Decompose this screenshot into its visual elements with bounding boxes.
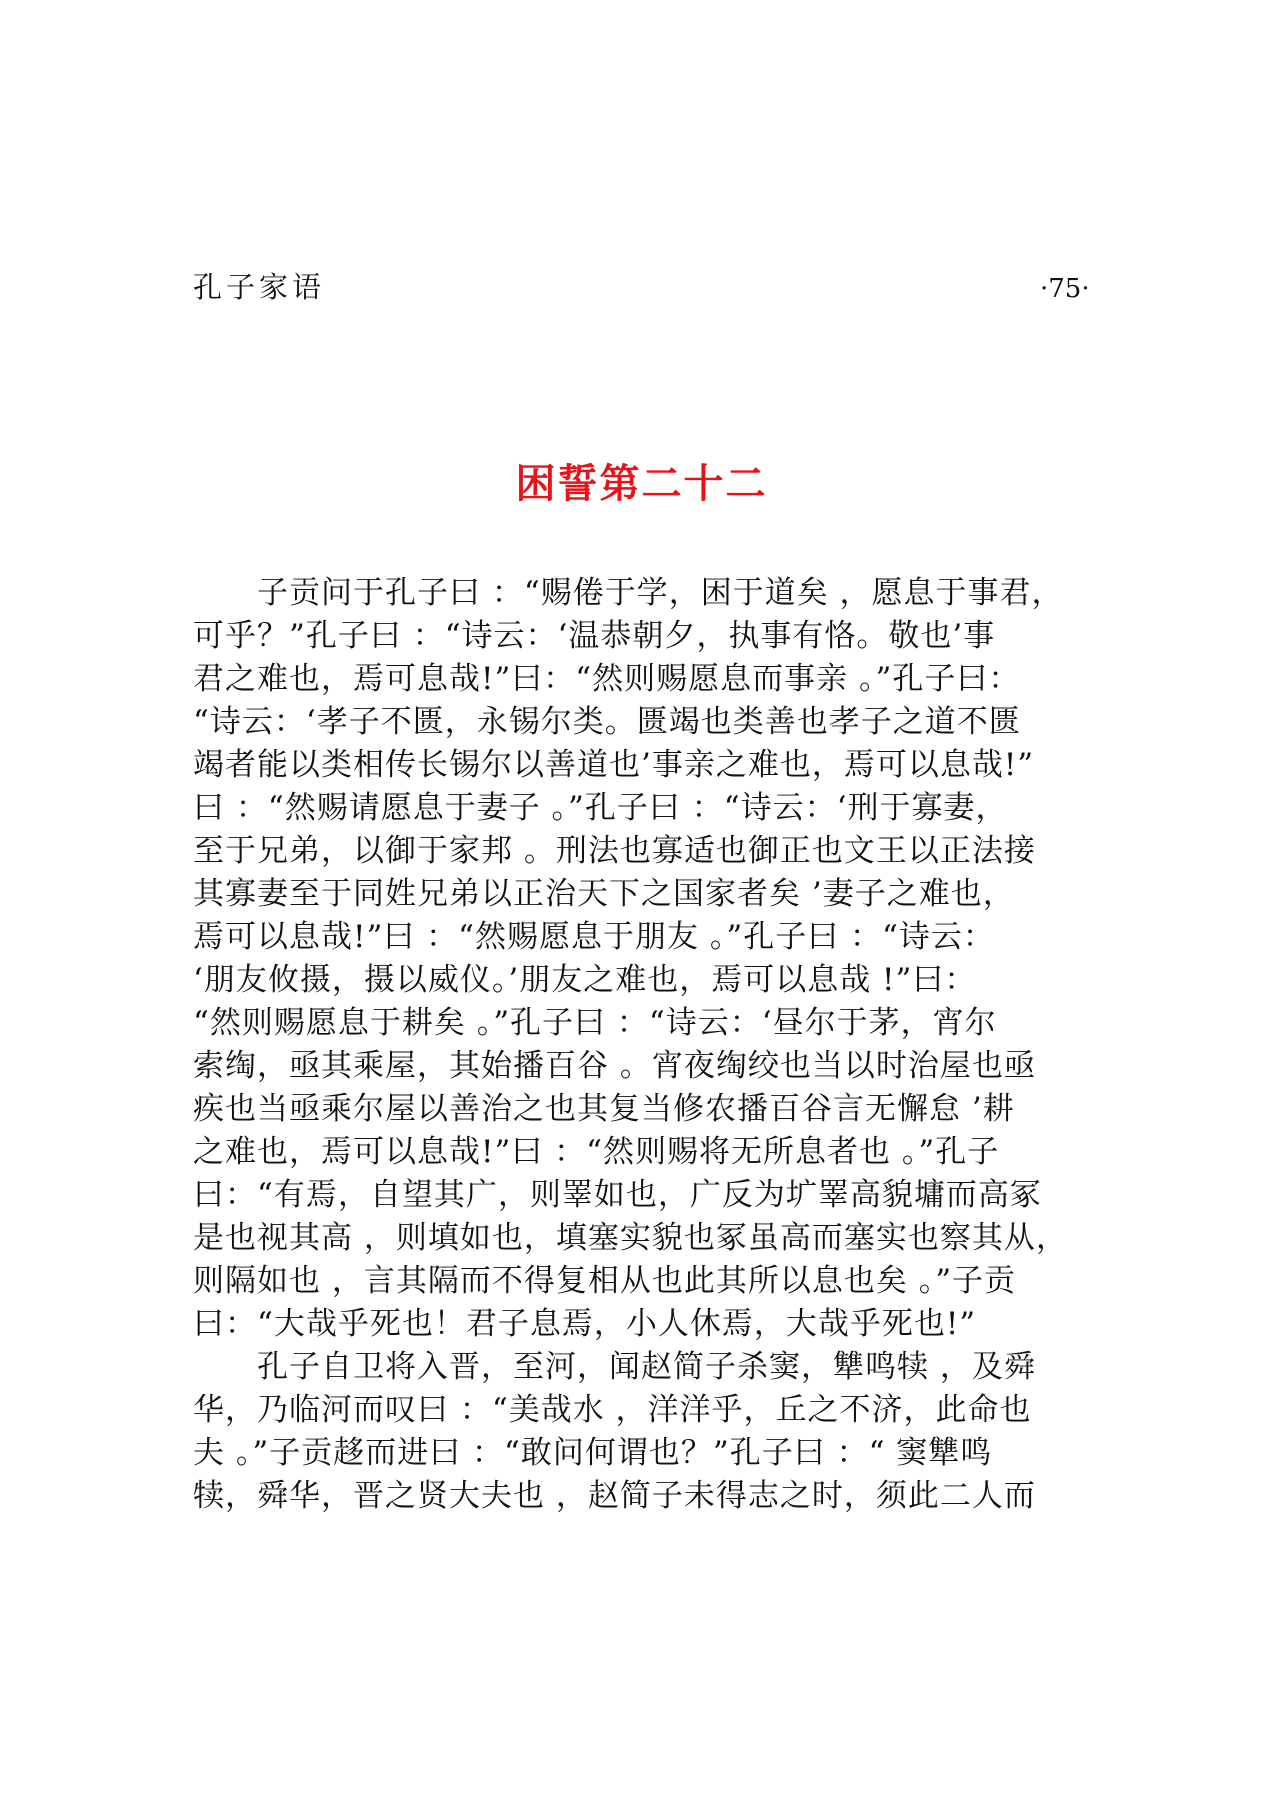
text-line: 至于兄弟，以御于家邦 。刑法也寡适也御正也文王以正法接 <box>193 833 1036 869</box>
text-line: 子贡问于孔子曰 ：“赐倦于学，困于道矣 ，愿息于事君， <box>193 575 1064 611</box>
text-line: 夫 。”子贡趍而进曰 ：“敢问何谓也？”孔子曰 ：“ 窦犨鸣 <box>193 1435 993 1471</box>
text-line: 曰：“有焉，自望其广，则睪如也，广反为圹睪高貌墉而高冢 <box>193 1177 1042 1213</box>
chapter-title: 困誓第二十二 <box>515 461 768 507</box>
text-line: 君之难也，焉可息哉!”曰：“然则赐愿息而事亲 。”孔子曰： <box>193 661 1021 697</box>
text-line: “诗云：‘孝子不匮，永锡尔类。匮竭也类善也孝子之道不匮 <box>193 704 1021 740</box>
text-line: 可乎？”孔子曰 ：“诗云：‘温恭朝夕，执事有恪。敬也’事 <box>193 618 996 654</box>
text-line: “然则赐愿息于耕矣 。”孔子曰 ：“诗云：‘昼尔于茅，宵尔 <box>193 1005 997 1041</box>
text-line: ‘朋友攸摄，摄以威仪。’朋友之难也，焉可以息哉 !”曰： <box>193 962 977 998</box>
text-line: 是也视其高 ，则填如也，填塞实貌也冢虽高而塞实也察其从， <box>193 1220 1068 1256</box>
text-line: 曰：“大哉乎死也！君子息焉，小人休焉，大哉乎死也!” <box>193 1306 977 1342</box>
text-line: 华，乃临河而叹曰 ：“美哉水 ，洋洋乎，丘之不济，此命也 <box>193 1392 1032 1428</box>
running-head-book-title: 孔子家语 <box>193 270 326 304</box>
text-line: 则隔如也 ，言其隔而不得复相从也此其所以息也矣 。”子贡 <box>193 1263 1017 1299</box>
text-line: 焉可以息哉!”曰 ：“然赐愿息于朋友 。”孔子曰 ：“诗云： <box>193 919 995 955</box>
text-line: 疾也当亟乘尔屋以善治之也其复当修农播百谷言无懈怠 ’耕 <box>193 1091 1015 1127</box>
text-line: 孔子自卫将入晋，至河，闻赵简子杀窦，犨鸣犊 ，及舜 <box>193 1349 1036 1385</box>
text-line: 索绹，亟其乘屋，其始播百谷 。宵夜绹绞也当以时治屋也亟 <box>193 1048 1036 1084</box>
body-text <box>193 572 1093 1518</box>
text-line: 竭者能以类相传长锡尔以善道也’事亲之难也，焉可以息哉!” <box>193 747 1035 783</box>
text-line: 曰 ：“然赐请愿息于妻子 。”孔子曰 ：“诗云：‘刑于寡妻， <box>193 790 1008 826</box>
text-line: 其寡妻至于同姓兄弟以正治天下之国家者矣 ’妻子之难也， <box>193 876 1015 912</box>
text-line: 之难也，焉可以息哉!”曰 ：“然则赐将无所息者也 。”孔子 <box>193 1134 1000 1170</box>
page-number: ·75· <box>1040 274 1090 304</box>
text-line: 犊，舜华，晋之贤大夫也 ，赵简子未得志之时，须此二人而 <box>193 1478 1036 1514</box>
